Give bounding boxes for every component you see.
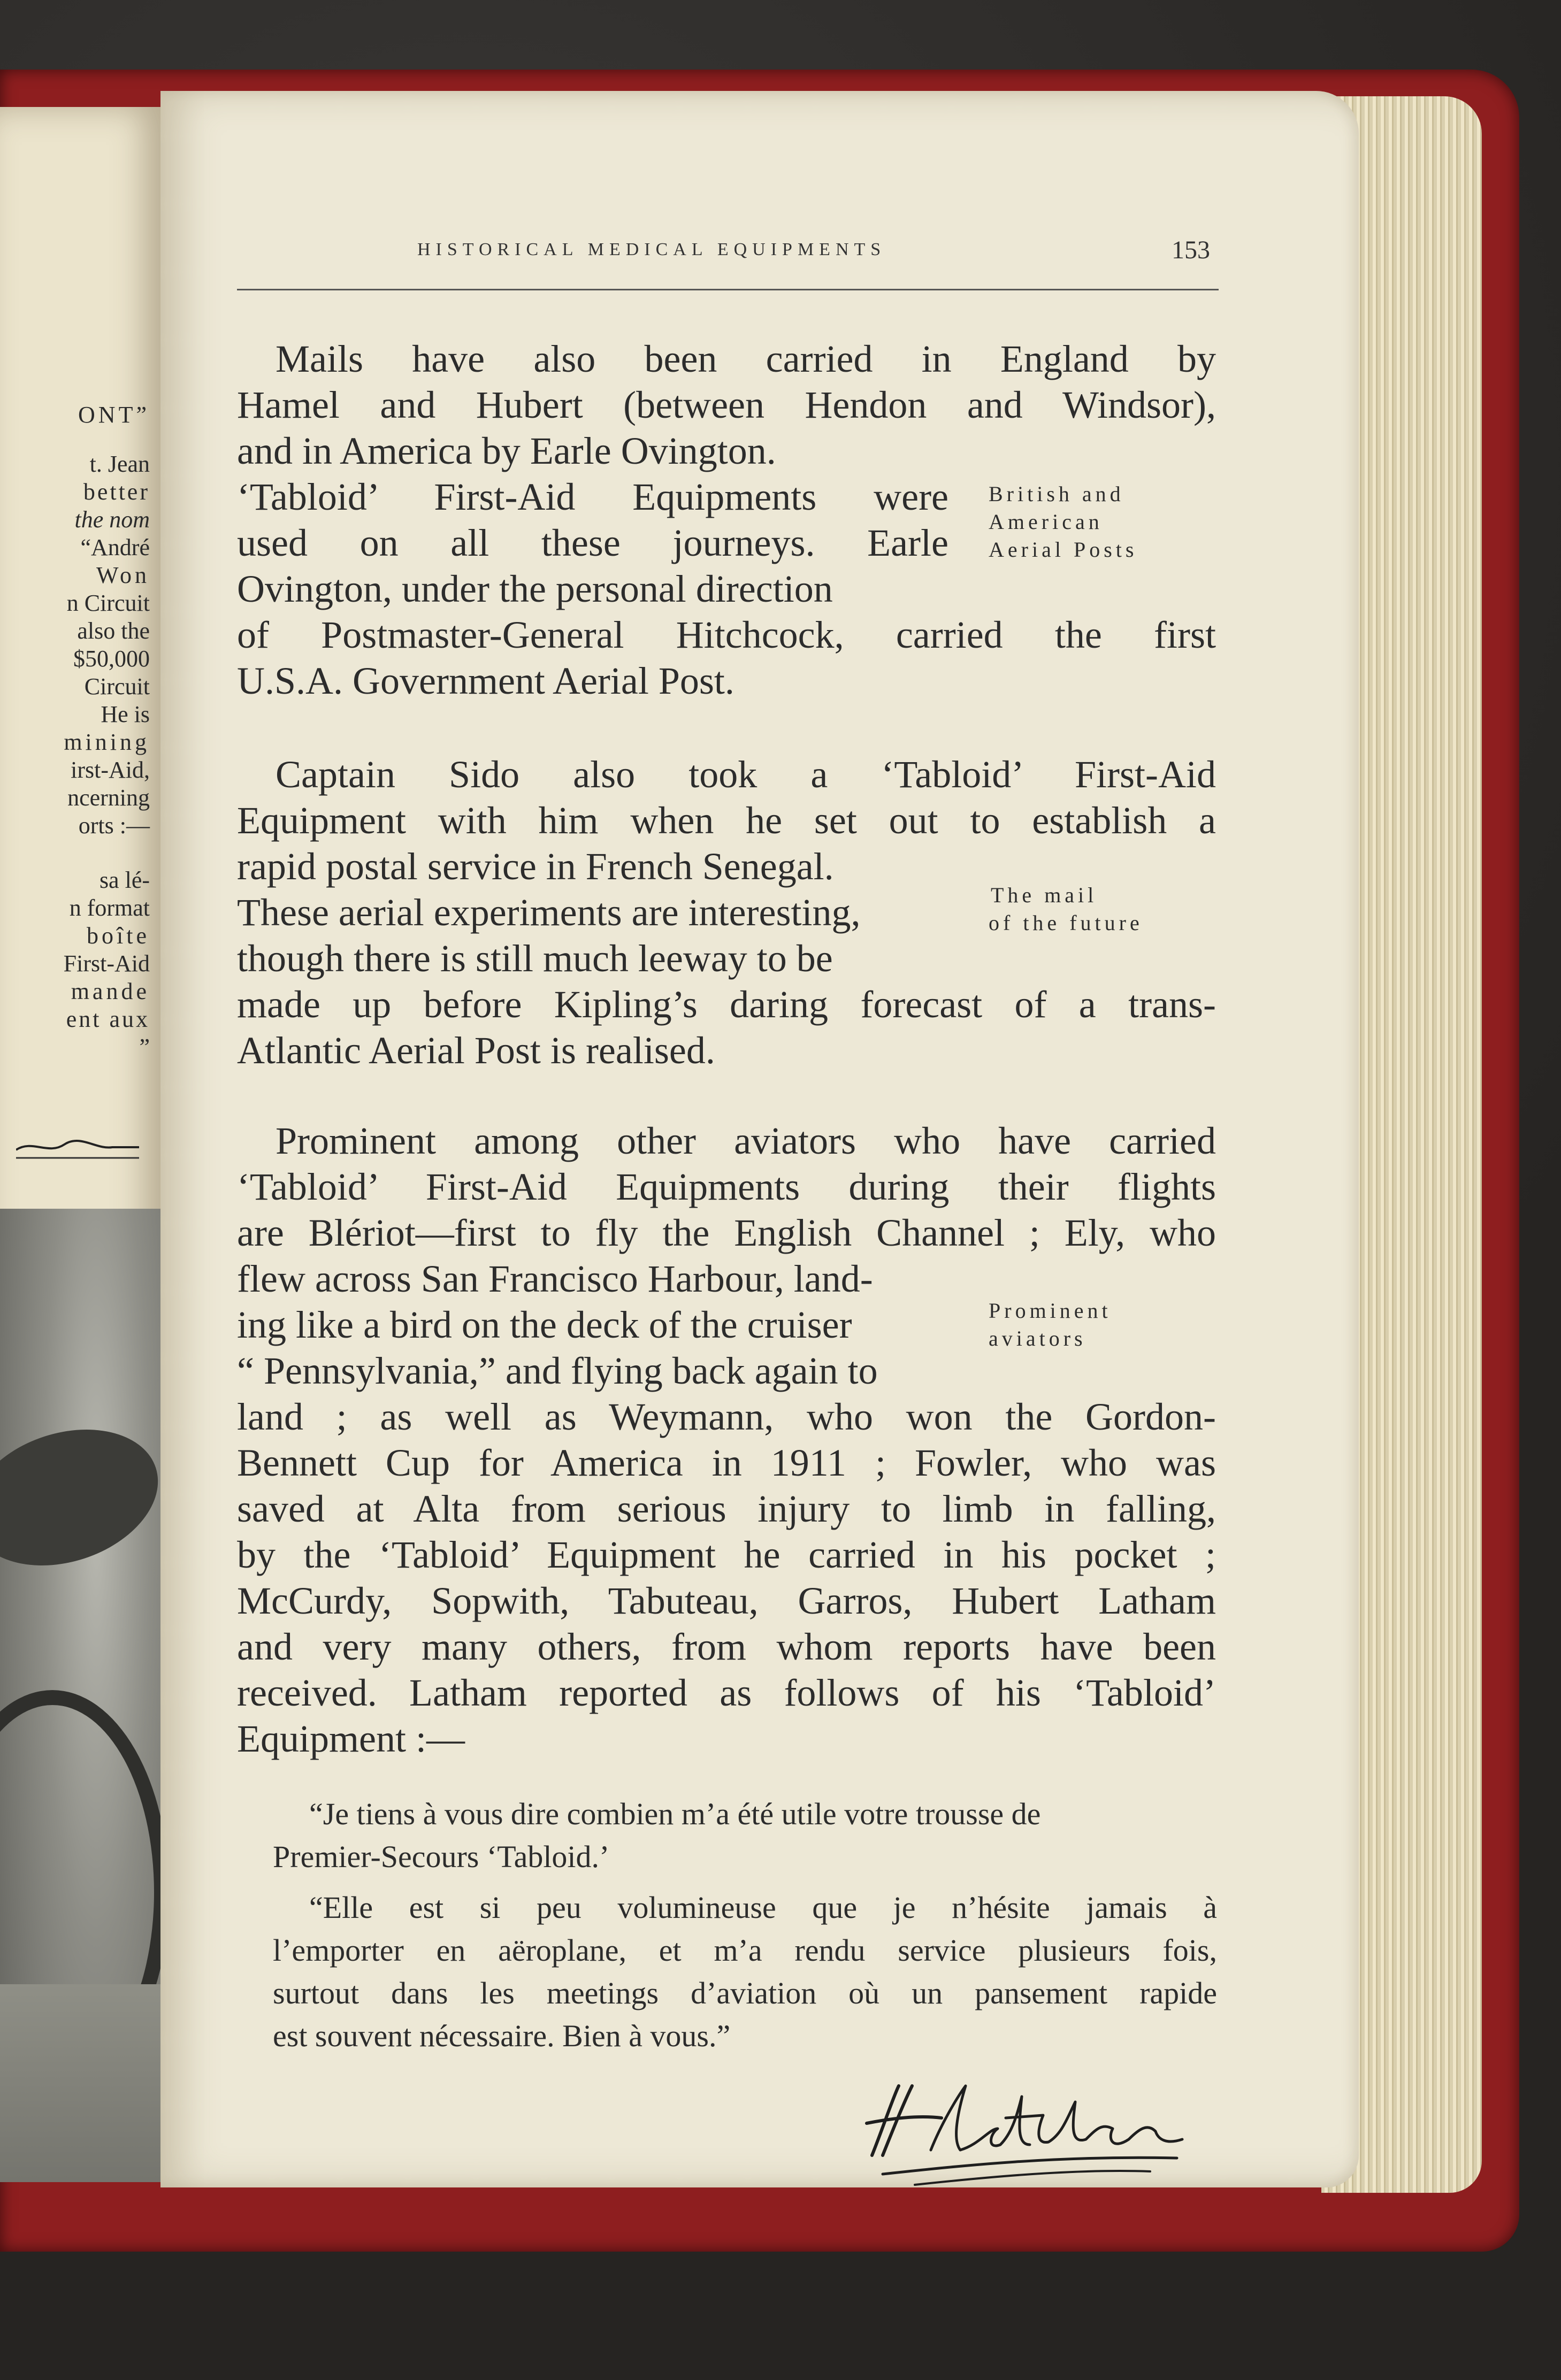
sidenote-line: aviators [989, 1326, 1086, 1350]
text-line: Bennett Cup for America in 1911 ; Fowler, who was [237, 1441, 1216, 1484]
header-rule [237, 289, 1219, 290]
text-line: made up before Kipling’s daring forecast of a trans- [237, 983, 1216, 1026]
left-page-text [0, 294, 150, 1061]
text-line: land ; as well as Weymann, who won the Gordon- [237, 1395, 1216, 1438]
left-page [0, 107, 160, 2182]
left-line: mande [71, 978, 150, 1004]
left-line: also the [77, 618, 150, 644]
sidenote-line: Prominent [989, 1299, 1112, 1323]
left-line: n format [69, 895, 150, 921]
sidenote-line: Aerial Posts [989, 538, 1138, 562]
left-line: better [83, 479, 150, 505]
quote-2 [273, 1886, 1217, 2057]
photo-wing [0, 1407, 160, 1588]
text-line: Atlantic Aerial Post is realised. [237, 1029, 715, 1072]
text-line: and very many others, from whom reports have been [237, 1625, 1216, 1668]
left-line: Won [96, 562, 150, 588]
sidenote-line: The mail [991, 883, 1098, 907]
sidenote-prominent-aviators [989, 1297, 1112, 1353]
sidenote-mail-future [989, 881, 1143, 937]
left-line: ” [139, 1034, 150, 1060]
left-line: n Circuit [66, 590, 150, 616]
text-line: by the ‘Tabloid’ Equipment he carried in his pocket ; [237, 1533, 1216, 1576]
sidenote-line: of the future [989, 911, 1143, 935]
text-line: are Blériot—first to fly the English Channel ; Ely, who [237, 1211, 1216, 1254]
text-line: ‘Tabloid’ First-Aid Equipments during their flights [237, 1165, 1216, 1208]
paragraph-3 [237, 1118, 1216, 1762]
left-line: He is [101, 701, 150, 727]
sidenote-british-american [989, 480, 1137, 564]
text-line: ‘Tabloid’ First-Aid Equipments were [237, 475, 948, 518]
sidenote-line: American [989, 510, 1103, 534]
left-line: irst-Aid, [71, 757, 150, 783]
sidenote-line: British and [989, 482, 1124, 506]
left-line: ent aux [66, 1006, 150, 1032]
text-line: “ Pennsylvania,” and flying back again to [237, 1349, 878, 1392]
left-line: the nom [74, 506, 150, 533]
text-line: saved at Alta from serious injury to limb in falling, [237, 1487, 1216, 1530]
text-line: McCurdy, Sopwith, Tabuteau, Garros, Hubert Latham [237, 1579, 1216, 1622]
left-line: t. Jean [89, 451, 150, 477]
quote-1 [273, 1793, 1217, 1878]
left-line: “André [80, 534, 150, 561]
quote-line: “Elle est si peu volumineuse que je n’hésite jamais à [309, 1890, 1217, 1925]
text-line: ing like a bird on the deck of the cruiser [237, 1303, 852, 1346]
text-line: Ovington, under the personal direction [237, 567, 833, 610]
left-line: boîte [87, 923, 150, 949]
left-line: $50,000 [73, 646, 150, 672]
left-line: orts :— [78, 812, 150, 839]
text-line: Equipment :— [237, 1717, 465, 1760]
quote-line: l’emporter en aëroplane, et m’a rendu service plusieurs fois, [273, 1933, 1217, 1968]
quote-line: surtout dans les meetings d’aviation où un pansement rapide [273, 1976, 1217, 2010]
text-line: rapid postal service in French Senegal. [237, 845, 834, 888]
text-line: though there is still much leeway to be [237, 937, 833, 980]
text-line: used on all these journeys. Earle [237, 521, 948, 564]
text-line: Equipment with him when he set out to establish a [237, 799, 1216, 842]
photo-grass [0, 1984, 160, 2182]
handwritten-signature [851, 2064, 1198, 2193]
left-signature-fragment [16, 1134, 139, 1161]
quote-line: “Je tiens à vous dire combien m’a été utile votre trousse de [309, 1796, 1041, 1831]
left-line: Circuit [84, 673, 150, 700]
text-line: Prominent among other aviators who have carried [276, 1119, 1216, 1162]
text-line: Mails have also been carried in England by [276, 337, 1216, 380]
left-line: mining [64, 729, 150, 755]
text-line: of Postmaster-General Hitchcock, carried the first [237, 613, 1216, 656]
left-line: First-Aid [63, 950, 150, 977]
left-line: ONT” [78, 402, 150, 428]
text-line: Captain Sido also took a ‘Tabloid’ First-Aid [276, 753, 1216, 796]
text-line: U.S.A. Government Aerial Post. [237, 659, 734, 702]
quote-line: est souvent nécessaire. Bien à vous.” [273, 2018, 731, 2053]
left-line: sa lé- [99, 867, 150, 893]
text-line: Hamel and Hubert (between Hendon and Windsor), [237, 383, 1216, 426]
running-head: HISTORICAL MEDICAL EQUIPMENTS [417, 240, 886, 259]
text-line: These aerial experiments are interesting, [237, 891, 861, 934]
text-line: flew across San Francisco Harbour, land- [237, 1257, 873, 1300]
page-number: 153 [1172, 236, 1210, 264]
left-line: ncerning [67, 785, 150, 811]
aviation-photograph [0, 1209, 160, 2182]
text-line: received. Latham reported as follows of his ‘Tabloid’ [237, 1671, 1216, 1714]
text-line: and in America by Earle Ovington. [237, 429, 776, 472]
quote-line: Premier-Secours ‘Tabloid.’ [273, 1839, 610, 1874]
